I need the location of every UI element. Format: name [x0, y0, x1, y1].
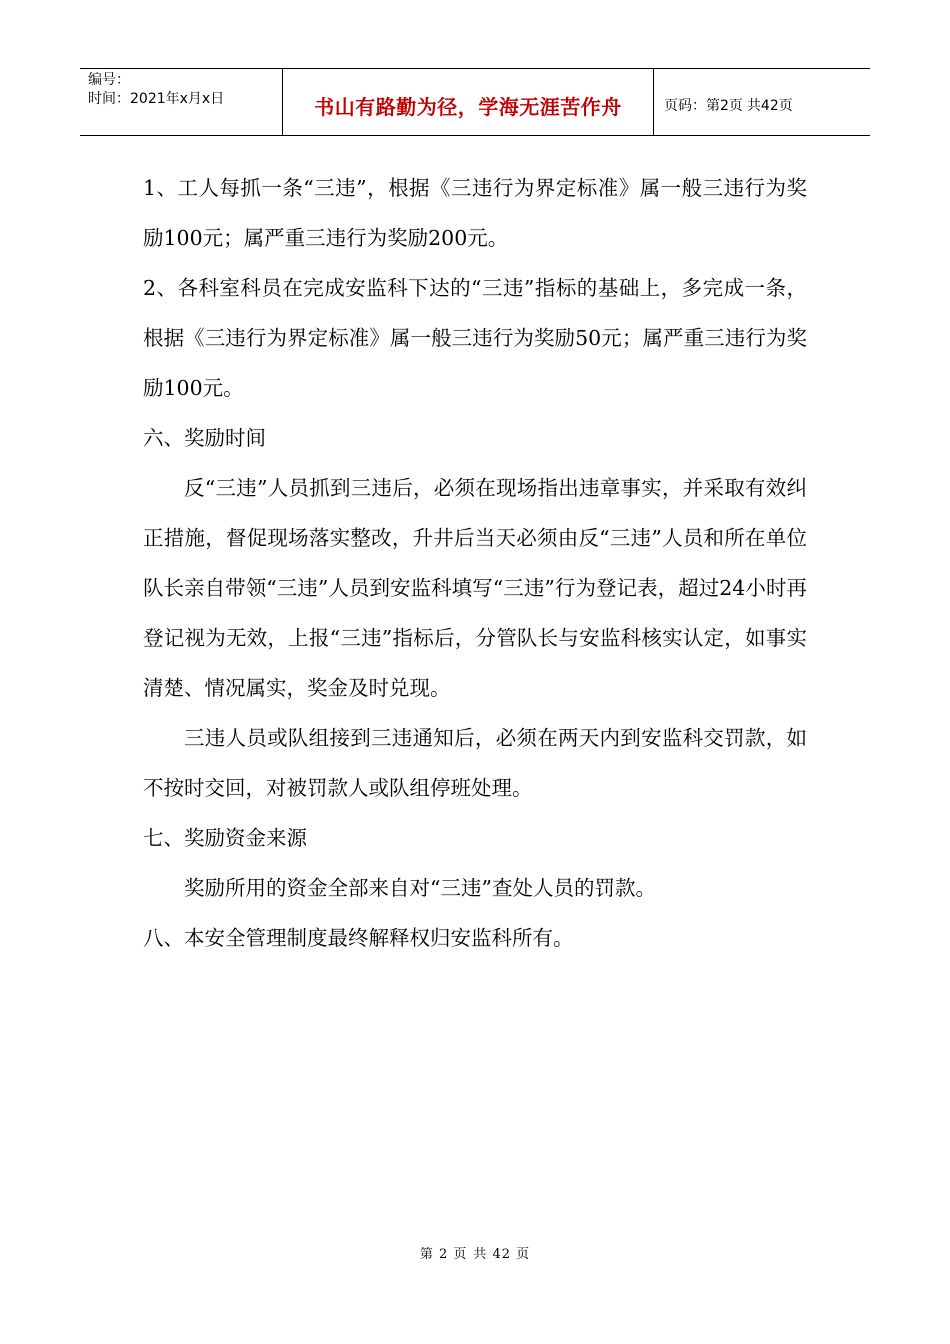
page-footer [0, 1243, 950, 1262]
footer-page-number: 第 2 页 [419, 1247, 468, 1262]
date-label: 时间： [88, 91, 130, 107]
footer-total-pages: 共 42 页 [473, 1247, 531, 1262]
section-heading: 八、本安全管理制度最终解释权归安监科所有。 [143, 926, 574, 950]
header-meta [80, 69, 283, 135]
paragraph: 1、工人每抓一条“三违”，根据《三违行为界定标准》属一般三违行为奖励100元；属严重三违行为奖励200元。 [143, 176, 807, 250]
date-line [88, 90, 282, 109]
header-page-info [654, 69, 870, 135]
section-heading: 七、奖励资金来源 [143, 826, 307, 850]
serial-number-label: 编号： [88, 72, 130, 88]
page-header [80, 68, 870, 136]
paragraph: 奖励所用的资金全部来自对“三违”查处人员的罚款。 [184, 876, 656, 900]
page-label: 页码： [664, 98, 706, 114]
page-total: 共42页 [746, 98, 793, 114]
document-body [143, 163, 807, 963]
motto-text: 书山有路勤为径，学海无涯苦作舟 [314, 94, 622, 119]
header-motto [283, 69, 654, 135]
paragraph: 2、各科室科员在完成安监科下达的“三违”指标的基础上，多完成一条，根据《三违行为界定标准》属一般三违行为奖励50元；属严重三违行为奖励100元。 [143, 276, 807, 400]
section-heading: 六、奖励时间 [143, 426, 266, 450]
date-value: 2021年x月x日 [130, 91, 225, 107]
paragraph: 反“三违”人员抓到三违后，必须在现场指出违章事实，并采取有效纠正措施，督促现场落实整改，升井后当天必须由反“三违”人员和所在单位队长亲自带领“三违”人员到安监科填写“三违”行为登记表，超过24小时再登记视为无效，上报“三违”指标后，分管队长与安监科核实认定，如事实清楚、情况属实，奖金及时兑现。 [143, 476, 807, 700]
paragraph: 三违人员或队组接到三违通知后，必须在两天内到安监科交罚款，如不按时交回，对被罚款人或队组停班处理。 [143, 726, 807, 800]
page-current: 第2页 [706, 98, 743, 114]
